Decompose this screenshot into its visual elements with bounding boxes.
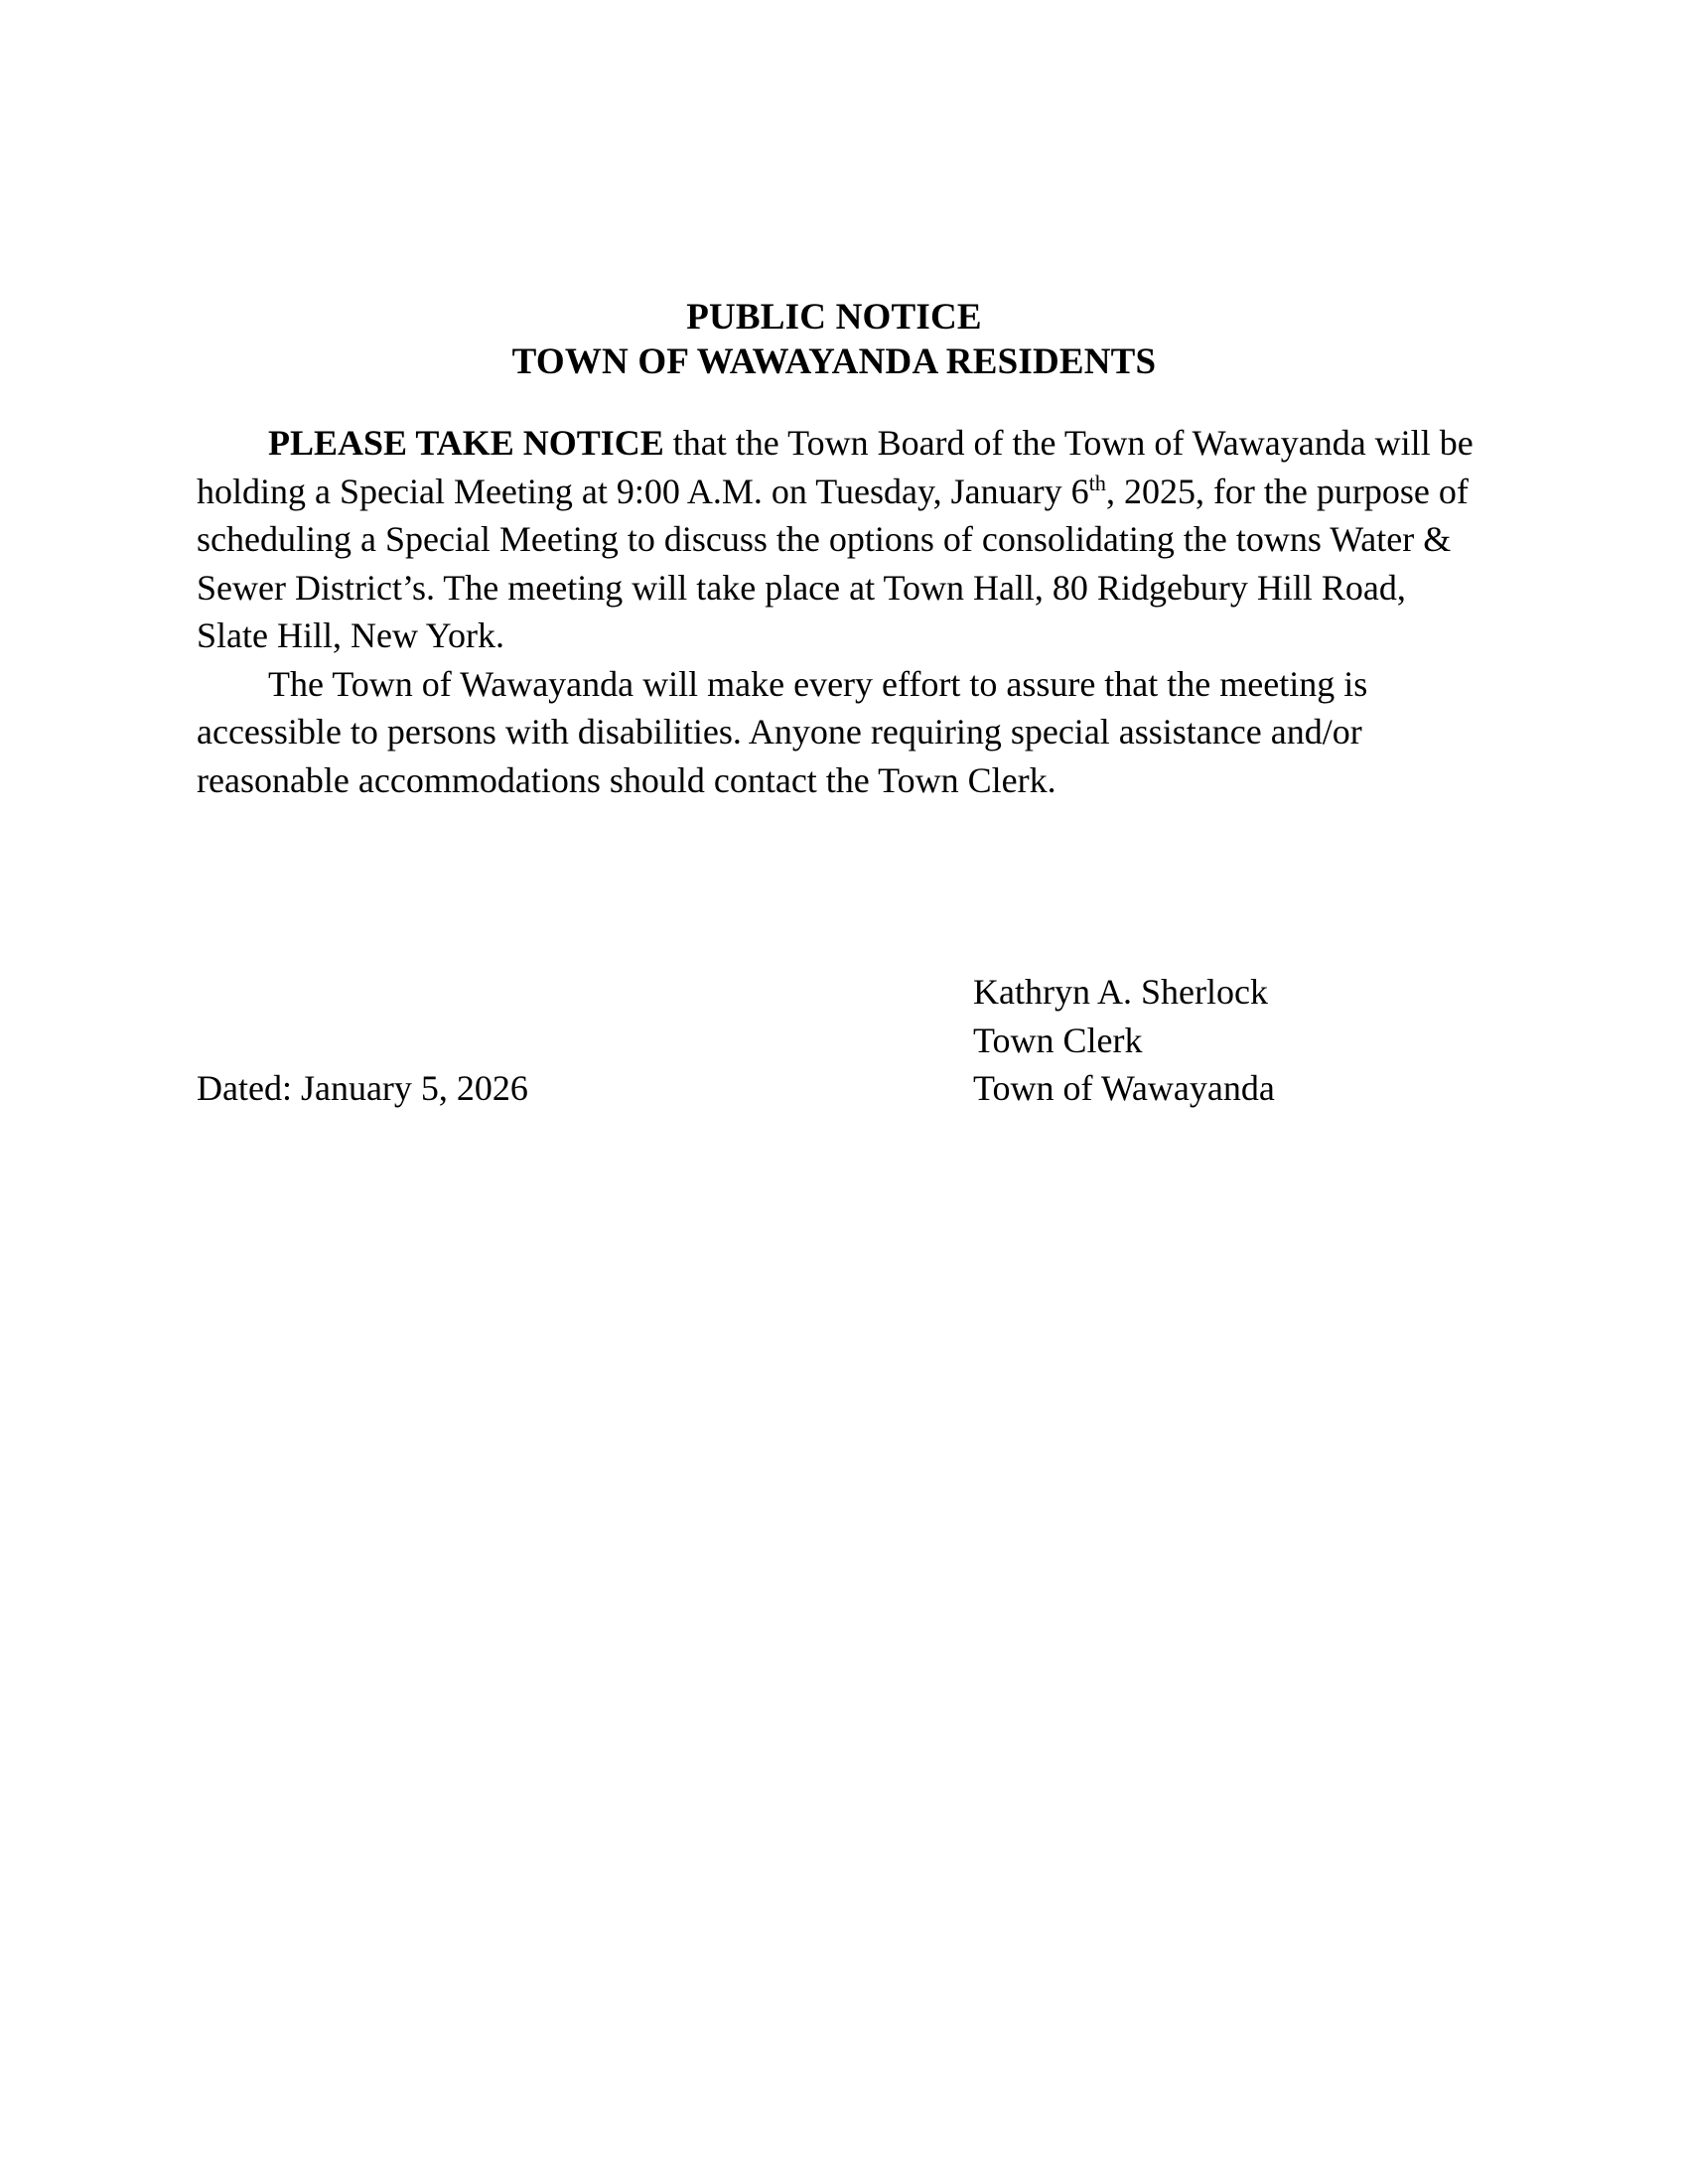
ordinal-suffix: th — [1088, 470, 1106, 495]
paragraph2-text: The Town of Wawayanda will make every effort to assure that the meeting is accessible to persons with disabilities. Anyone requiring special assistance and/or reasonable accommodations should contact the Town Clerk. — [197, 663, 1368, 800]
paragraph1-part-b: , 2025, for the purpose of scheduling a Special Meeting to discuss the options of consolidating the towns Water & Sewer District’s. The meeting will take place at Town Hall, 80 Ridgebury Hill Road, Slate Hill, New York. — [197, 471, 1469, 655]
dated-line: Dated: January 5, 2026 — [197, 1068, 528, 1108]
notice-body — [197, 419, 1477, 804]
signature-name: Kathryn A. Sherlock — [973, 972, 1268, 1012]
heading-public-notice: PUBLIC NOTICE — [686, 297, 982, 338]
paragraph-accessibility — [197, 660, 1477, 805]
paragraph1-part-a: that the Town Board of the Town of Wawayanda will be holding a Special Meeting at 9:00 A.M. on Tuesday, January 6 — [197, 423, 1474, 511]
signature-block — [973, 968, 1489, 1113]
signature-title: Town Clerk — [973, 1020, 1143, 1060]
paragraph-meeting-notice — [197, 419, 1477, 660]
notice-heading — [197, 295, 1472, 384]
signature-organization: Town of Wawayanda — [973, 1068, 1275, 1108]
heading-town-residents: TOWN OF WAWAYANDA RESIDENTS — [511, 341, 1157, 382]
please-take-notice-lead: PLEASE TAKE NOTICE — [268, 423, 664, 463]
